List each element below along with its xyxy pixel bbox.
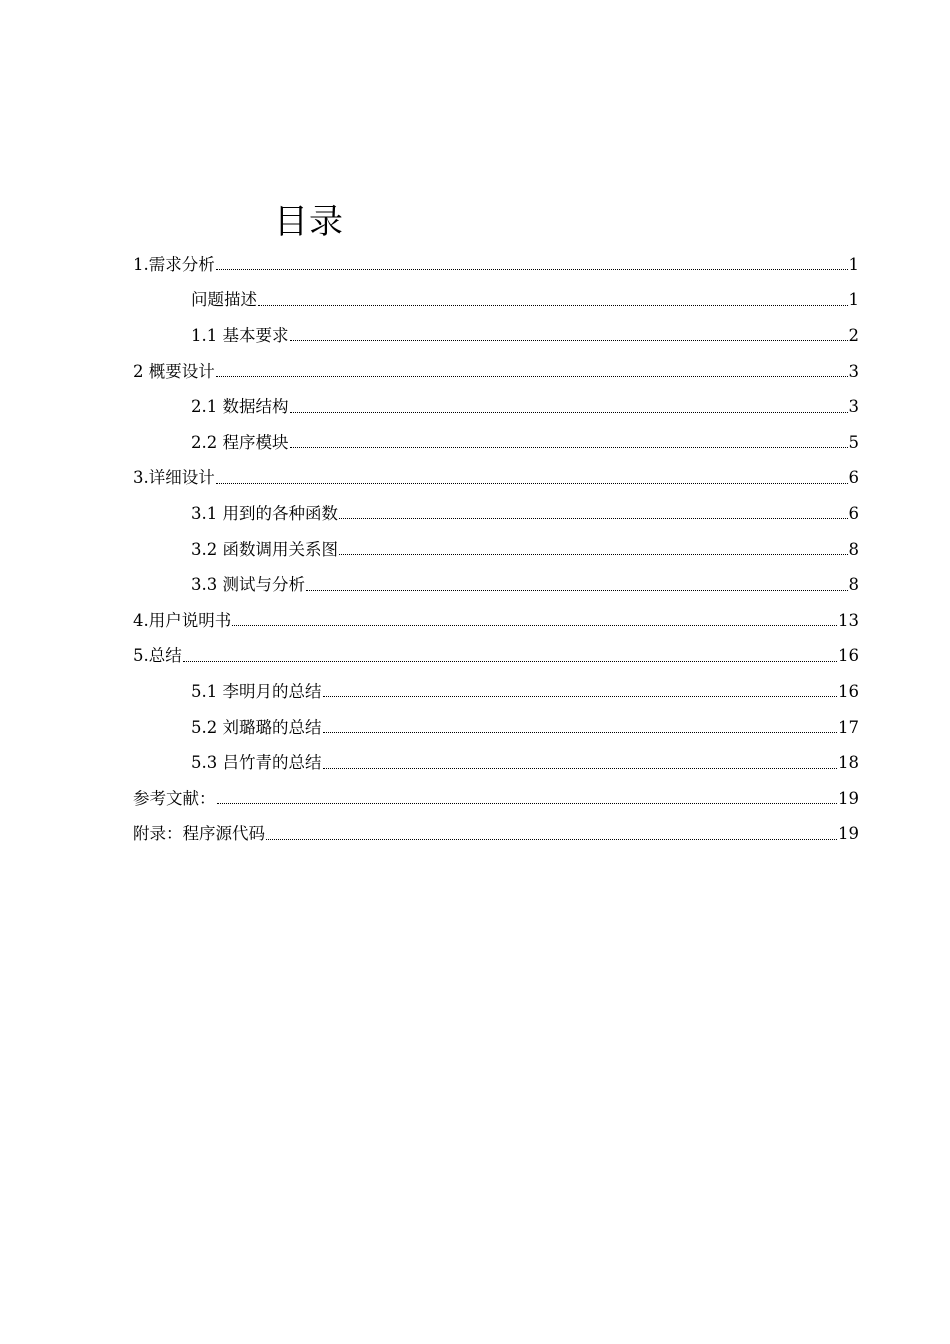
- toc-dot-leader: [216, 269, 848, 270]
- toc-dot-leader: [323, 732, 838, 733]
- toc-entry-page: 19: [838, 788, 859, 808]
- toc-dot-leader: [258, 305, 848, 306]
- toc-entry-page: 6: [848, 468, 859, 488]
- toc-entry-page: 16: [838, 646, 859, 666]
- toc-dot-leader: [323, 768, 838, 769]
- toc-entry-label: 4.用户说明书: [133, 610, 232, 630]
- toc-entry-label: 参考文献：: [133, 788, 216, 808]
- toc-list: [133, 247, 859, 852]
- toc-dot-leader: [306, 590, 848, 591]
- toc-entry-label: 5.2 刘璐璐的总结: [191, 717, 322, 737]
- toc-entry-page: 3: [848, 361, 859, 381]
- toc-entry[interactable]: [133, 532, 859, 568]
- toc-entry[interactable]: [133, 639, 859, 675]
- toc-entry[interactable]: [133, 318, 859, 354]
- toc-dot-leader: [217, 803, 838, 804]
- toc-entry[interactable]: [133, 710, 859, 746]
- toc-entry-page: 3: [848, 397, 859, 417]
- toc-entry-label: 1.需求分析: [133, 254, 215, 274]
- toc-entry-label: 2 概要设计: [133, 361, 215, 381]
- toc-dot-leader: [290, 412, 848, 413]
- toc-entry-label: 2.1 数据结构: [191, 397, 289, 417]
- toc-entry-label: 3.2 函数调用关系图: [191, 539, 338, 559]
- toc-entry-label: 5.1 李明月的总结: [191, 681, 322, 701]
- toc-entry-page: 8: [848, 575, 859, 595]
- toc-dot-leader: [183, 661, 837, 662]
- toc-dot-leader: [216, 376, 848, 377]
- toc-entry[interactable]: [133, 745, 859, 781]
- toc-entry-label: 3.3 测试与分析: [191, 575, 305, 595]
- toc-entry-label: 问题描述: [191, 290, 257, 310]
- toc-entry[interactable]: [133, 389, 859, 425]
- toc-entry-label: 3.1 用到的各种函数: [191, 503, 338, 523]
- toc-entry[interactable]: [133, 247, 859, 283]
- toc-entry-page: 1: [848, 254, 859, 274]
- toc-entry-label: 5.3 吕竹青的总结: [191, 753, 322, 773]
- toc-entry[interactable]: [133, 567, 859, 603]
- toc-entry-label: 附录：程序源代码: [133, 824, 265, 844]
- toc-title: 目录: [274, 202, 344, 242]
- toc-dot-leader: [232, 625, 837, 626]
- toc-dot-leader: [216, 483, 848, 484]
- toc-dot-leader: [339, 554, 848, 555]
- toc-entry[interactable]: [133, 425, 859, 461]
- toc-entry-page: 5: [848, 432, 859, 452]
- toc-entry[interactable]: [133, 461, 859, 497]
- toc-dot-leader: [290, 447, 848, 448]
- toc-entry[interactable]: [133, 674, 859, 710]
- toc-entry-label: 5.总结: [133, 646, 182, 666]
- toc-entry-page: 18: [838, 753, 859, 773]
- toc-entry-page: 17: [838, 717, 859, 737]
- toc-entry-label: 2.2 程序模块: [191, 432, 289, 452]
- toc-entry-page: 6: [848, 503, 859, 523]
- toc-entry-label: 3.详细设计: [133, 468, 215, 488]
- toc-entry-page: 16: [838, 681, 859, 701]
- toc-entry-page: 1: [848, 290, 859, 310]
- toc-entry[interactable]: [133, 817, 859, 853]
- toc-dot-leader: [266, 839, 837, 840]
- toc-entry-label: 1.1 基本要求: [191, 325, 289, 345]
- toc-dot-leader: [339, 518, 848, 519]
- toc-entry-page: 13: [838, 610, 859, 630]
- toc-entry[interactable]: [133, 283, 859, 319]
- toc-entry[interactable]: [133, 781, 859, 817]
- toc-dot-leader: [323, 696, 838, 697]
- toc-entry-page: 2: [848, 325, 859, 345]
- toc-entry[interactable]: [133, 354, 859, 390]
- toc-entry-page: 19: [838, 824, 859, 844]
- toc-entry[interactable]: [133, 603, 859, 639]
- toc-dot-leader: [290, 340, 848, 341]
- toc-entry[interactable]: [133, 496, 859, 532]
- toc-entry-page: 8: [848, 539, 859, 559]
